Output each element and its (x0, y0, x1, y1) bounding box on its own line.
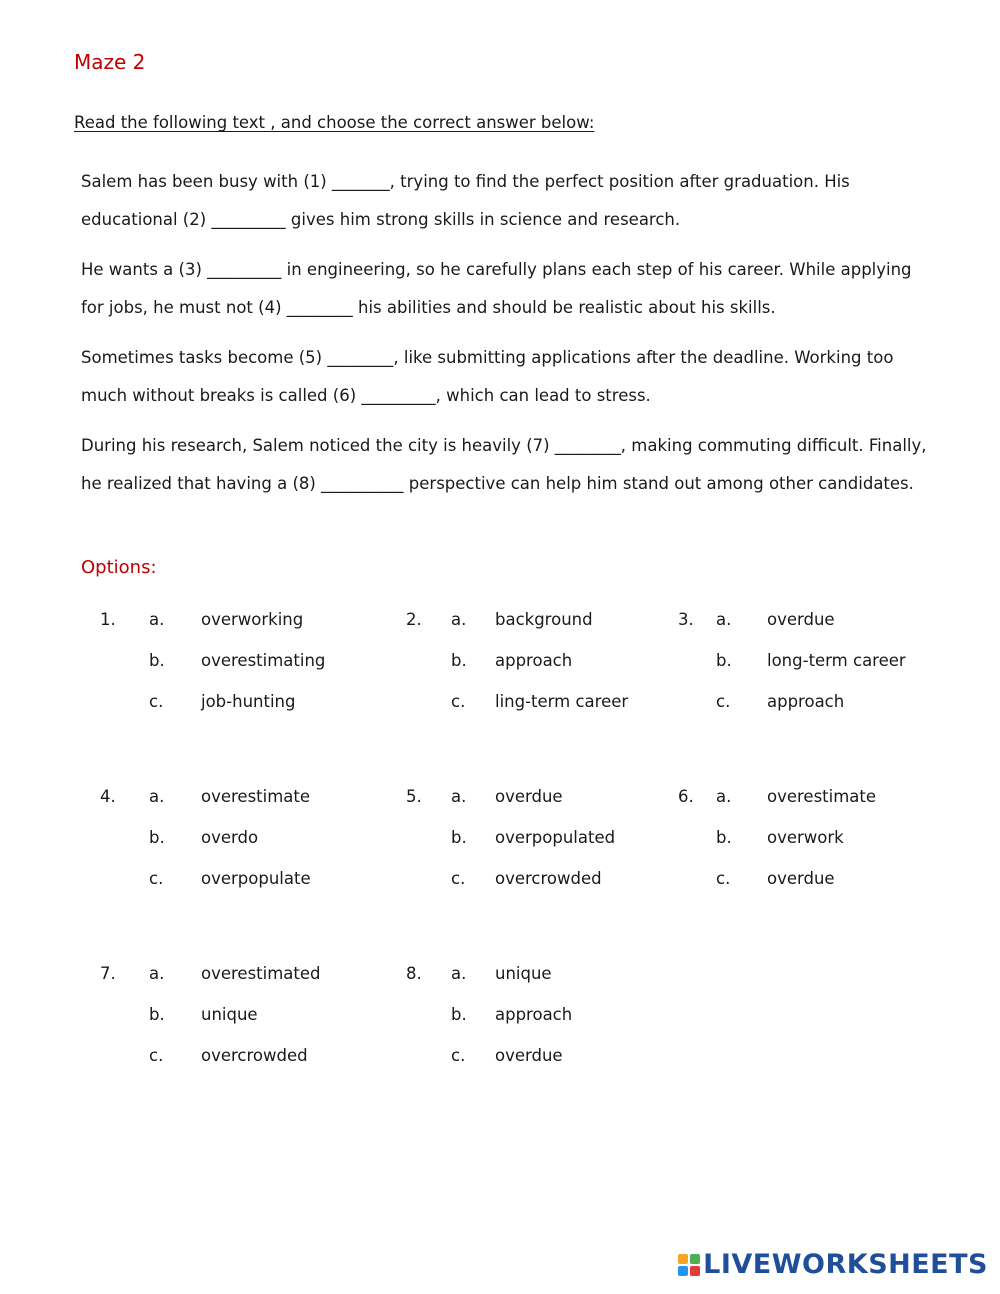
question-number: 3. (678, 610, 694, 629)
option-text[interactable]: overpopulate (201, 869, 311, 888)
option-text[interactable]: overestimated (201, 964, 321, 983)
worksheet-title: Maze 2 (74, 50, 146, 74)
question-1 (100, 610, 400, 740)
option-letter: b. (451, 1005, 467, 1024)
passage-paragraph: Sometimes tasks become (5) ________, like submitting applications after the deadline. Working too much without breaks is called (6) _________, which can lead to stress. (81, 348, 894, 405)
option-letter: b. (716, 651, 732, 670)
option-letter: a. (716, 610, 732, 629)
option-letter: b. (451, 828, 467, 847)
option-text[interactable]: overdue (767, 869, 835, 888)
option-text[interactable]: overestimate (201, 787, 311, 806)
option-letter: c. (451, 869, 466, 888)
question-number: 8. (406, 964, 422, 983)
question-3 (678, 610, 978, 740)
option-letter: a. (451, 964, 467, 983)
question-number: 2. (406, 610, 422, 629)
option-text[interactable]: background (495, 610, 593, 629)
passage (81, 163, 931, 515)
question-number: 7. (100, 964, 116, 983)
option-text[interactable]: overdue (495, 1046, 563, 1065)
question-number: 4. (100, 787, 116, 806)
option-text[interactable]: approach (495, 1005, 573, 1024)
option-letter: c. (149, 1046, 164, 1065)
question-7 (100, 964, 400, 1094)
option-letter: a. (451, 610, 467, 629)
option-text[interactable]: unique (495, 964, 552, 983)
option-text[interactable]: overworking (201, 610, 304, 629)
option-letter: b. (149, 1005, 165, 1024)
option-letter: c. (149, 692, 164, 711)
liveworksheets-logo-icon (678, 1254, 700, 1276)
option-text[interactable]: unique (201, 1005, 258, 1024)
passage-paragraph: During his research, Salem noticed the city is heavily (7) ________, making commuting difficult. Finally, he realized that having a (8) __________ perspective can help him stand out among other candidates. (81, 436, 927, 493)
option-letter: b. (716, 828, 732, 847)
option-letter: c. (451, 1046, 466, 1065)
option-text[interactable]: overestimate (767, 787, 877, 806)
option-letter: c. (149, 869, 164, 888)
option-text[interactable]: long-term career (767, 651, 906, 670)
instruction-text: Read the following text , and choose the correct answer below: (74, 113, 595, 132)
option-text[interactable]: ling-term career (495, 692, 629, 711)
option-text[interactable]: overcrowded (201, 1046, 308, 1065)
option-letter: c. (716, 869, 731, 888)
option-text[interactable]: overestimating (201, 651, 326, 670)
option-text[interactable]: overdo (201, 828, 259, 847)
question-5 (406, 787, 706, 917)
option-letter: b. (149, 828, 165, 847)
option-text[interactable]: approach (495, 651, 573, 670)
option-text[interactable]: job-hunting (201, 692, 296, 711)
liveworksheets-watermark (678, 1249, 988, 1280)
option-text[interactable]: overdue (767, 610, 835, 629)
option-letter: b. (149, 651, 165, 670)
option-letter: a. (451, 787, 467, 806)
question-number: 5. (406, 787, 422, 806)
option-letter: a. (149, 964, 165, 983)
option-letter: c. (716, 692, 731, 711)
option-letter: a. (149, 610, 165, 629)
question-number: 1. (100, 610, 116, 629)
watermark-text: LIVEWORKSHEETS (703, 1249, 988, 1280)
option-letter: a. (149, 787, 165, 806)
option-letter: b. (451, 651, 467, 670)
question-4 (100, 787, 400, 917)
option-text[interactable]: overdue (495, 787, 563, 806)
question-6 (678, 787, 978, 917)
question-8 (406, 964, 706, 1094)
question-number: 6. (678, 787, 694, 806)
option-letter: a. (716, 787, 732, 806)
passage-paragraph: Salem has been busy with (1) _______, trying to find the perfect position after graduation. His educational (2) _________ gives him strong skills in science and research. (81, 172, 850, 229)
option-letter: c. (451, 692, 466, 711)
option-text[interactable]: approach (767, 692, 845, 711)
options-heading: Options: (81, 557, 157, 578)
option-text[interactable]: overcrowded (495, 869, 602, 888)
passage-paragraph: He wants a (3) _________ in engineering, so he carefully plans each step of his career. While applying for jobs, he must not (4) ________ his abilities and should be realistic about his skills. (81, 260, 912, 317)
question-2 (406, 610, 706, 740)
option-text[interactable]: overwork (767, 828, 844, 847)
option-text[interactable]: overpopulated (495, 828, 616, 847)
